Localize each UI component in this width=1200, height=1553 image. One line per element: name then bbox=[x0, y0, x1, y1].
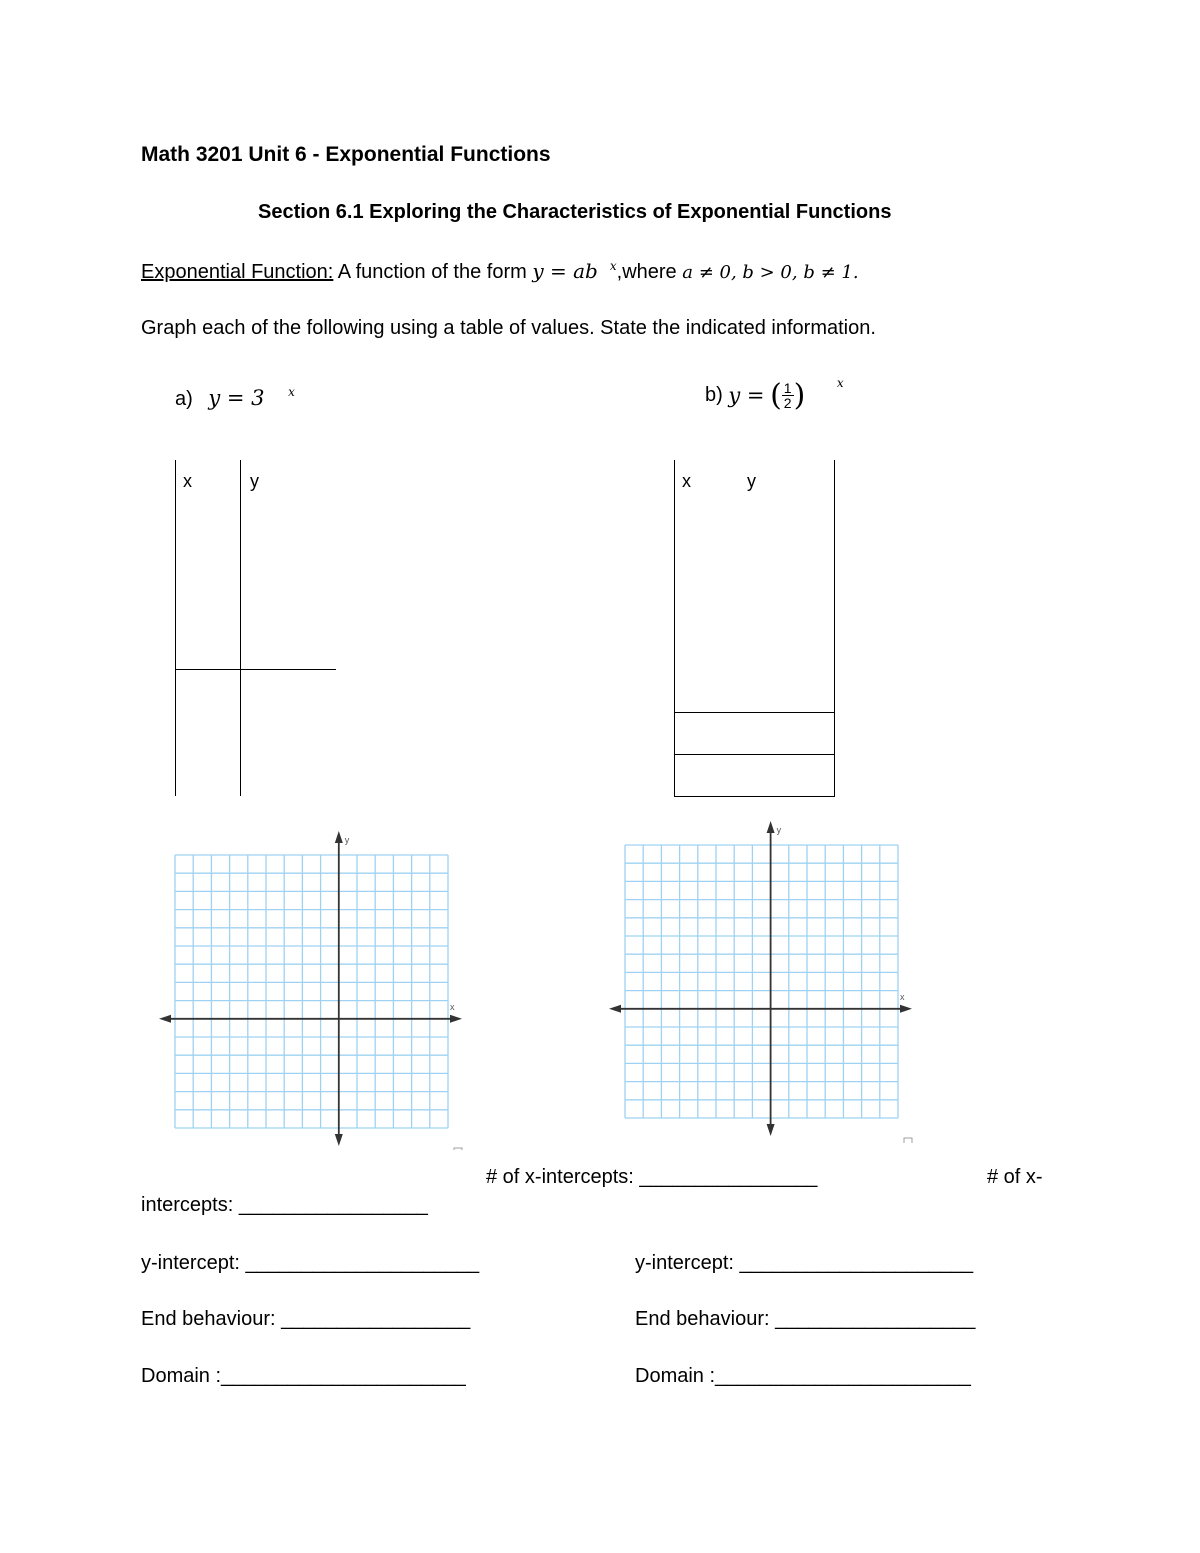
paren-close: ) bbox=[793, 378, 806, 414]
y-axis-down-arrow-icon bbox=[767, 1124, 775, 1136]
x-axis-label: x bbox=[900, 991, 905, 1002]
y-axis-down-arrow-icon bbox=[335, 1134, 343, 1146]
table-b-header-x: x bbox=[682, 471, 691, 491]
table-a-row-line bbox=[175, 669, 336, 670]
section-title: Section 6.1 Exploring the Characteristics of Exponential Functions bbox=[258, 201, 892, 223]
definition-form: y = ab bbox=[532, 259, 598, 283]
problem-b-equation bbox=[705, 376, 844, 413]
y-axis-up-arrow-icon bbox=[767, 821, 775, 833]
x-axis-left-arrow-icon bbox=[159, 1015, 171, 1023]
problem-a-base: y = 3 bbox=[208, 386, 265, 410]
y-axis-label: y bbox=[776, 825, 782, 835]
problem-a-equation bbox=[175, 385, 295, 411]
table-b-bottom-border bbox=[674, 796, 835, 797]
page-title: Math 3201 Unit 6 - Exponential Functions bbox=[141, 143, 551, 166]
definition-term: Exponential Function: bbox=[141, 261, 334, 283]
table-b-row-line-2 bbox=[674, 754, 835, 755]
table-a-header-x: x bbox=[183, 471, 192, 491]
table-b-row-line-1 bbox=[674, 712, 835, 713]
table-b-left-border bbox=[674, 460, 675, 797]
fraction-one-half bbox=[782, 381, 794, 410]
definition-where: ,where bbox=[616, 261, 683, 283]
table-b-right-border bbox=[834, 460, 835, 797]
table-b-header-y: y bbox=[747, 471, 756, 491]
question-b-end-behaviour: End behaviour: __________________ bbox=[635, 1308, 976, 1330]
problem-b-label: b) bbox=[705, 384, 723, 406]
problem-b-lhs: y = bbox=[728, 383, 765, 408]
problem-a-exponent: x bbox=[288, 385, 295, 399]
corner-resize-icon bbox=[904, 1138, 912, 1143]
table-a-left-border bbox=[175, 460, 176, 796]
x-axis-right-arrow-icon bbox=[900, 1005, 912, 1013]
fraction-numerator: 1 bbox=[783, 380, 792, 397]
question-a-y-intercept: y-intercept: _____________________ bbox=[141, 1252, 480, 1274]
question-b-x-intercepts-part2: intercepts: _________________ bbox=[141, 1194, 428, 1216]
problem-a-label: a) bbox=[175, 388, 193, 410]
definition-exponent: x bbox=[609, 259, 617, 273]
definition-conditions: a ≠ 0, b > 0, b ≠ 1. bbox=[682, 262, 859, 283]
problem-b-exponent: x bbox=[836, 376, 844, 390]
coordinate-grid-b bbox=[600, 818, 930, 1143]
x-axis-left-arrow-icon bbox=[609, 1005, 621, 1013]
question-b-x-intercepts-part1: # of x- bbox=[987, 1166, 1043, 1188]
corner-resize-icon bbox=[454, 1148, 462, 1150]
question-a-end-behaviour: End behaviour: _________________ bbox=[141, 1308, 471, 1330]
x-axis-label: x bbox=[450, 1001, 455, 1012]
x-axis-right-arrow-icon bbox=[450, 1015, 462, 1023]
y-axis-label: y bbox=[344, 835, 350, 845]
paren-open: ( bbox=[770, 378, 782, 414]
table-a-divider bbox=[240, 460, 241, 796]
definition-text: A function of the form bbox=[337, 261, 533, 283]
table-a-header-y: y bbox=[250, 471, 259, 491]
fraction-denominator: 2 bbox=[783, 395, 792, 412]
definition-line bbox=[141, 259, 859, 284]
question-a-domain: Domain :______________________ bbox=[141, 1365, 466, 1387]
y-axis-up-arrow-icon bbox=[335, 831, 343, 843]
question-a-x-intercepts: # of x-intercepts: ________________ bbox=[486, 1166, 818, 1188]
instructions: Graph each of the following using a table of values. State the indicated information. bbox=[141, 317, 876, 339]
coordinate-grid-a bbox=[150, 825, 480, 1150]
question-b-domain: Domain :_______________________ bbox=[635, 1365, 971, 1387]
question-b-y-intercept: y-intercept: _____________________ bbox=[635, 1252, 974, 1274]
